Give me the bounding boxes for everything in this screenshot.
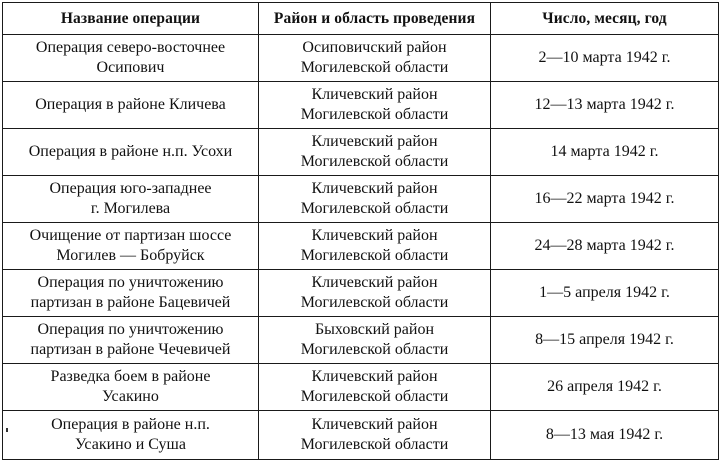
header-operation-name: Название операции	[3, 3, 259, 35]
region-line: Могилевской области	[300, 247, 449, 264]
operation-name-line: Операция юго-западнее	[49, 180, 212, 197]
region-line: Могилевской области	[300, 59, 449, 76]
table-row	[3, 129, 719, 176]
cell-region	[259, 35, 491, 82]
cell-region	[259, 364, 491, 411]
operation-name-line: Очищение от партизан шоссе	[29, 227, 232, 244]
cell-operation-name	[3, 35, 259, 82]
region-line: Могилевской области	[300, 294, 449, 311]
cell-region	[259, 270, 491, 317]
table-row	[3, 176, 719, 223]
region-line: Кличевский район	[311, 180, 438, 197]
cell-operation-name	[3, 129, 259, 176]
cell-operation-name	[3, 411, 259, 460]
cell-region	[259, 82, 491, 129]
table-row	[3, 35, 719, 82]
operation-name-line: г. Могилева	[90, 200, 171, 217]
operation-name-line: Операция по уничтожению	[37, 274, 224, 291]
region-line: Могилевской области	[300, 388, 449, 405]
header-region: Район и область проведения	[259, 3, 491, 35]
region-line: Могилевской области	[300, 153, 449, 170]
operation-name-line: партизан в районе Бацевичей	[30, 294, 231, 311]
operation-name-line: Усакино	[102, 388, 159, 405]
table-row	[3, 411, 719, 460]
operations-table	[2, 2, 719, 460]
cell-operation-name	[3, 364, 259, 411]
operation-name-line: Операция по уничтожению	[37, 321, 224, 338]
operation-name-line: Операция в районе н.п. Усохи	[28, 143, 233, 160]
operation-name-line: Усакино и Суша	[75, 436, 186, 453]
region-line: Кличевский район	[311, 274, 438, 291]
cell-date: 8—13 мая 1942 г.	[491, 411, 719, 460]
operation-name-line: Осипович	[96, 59, 165, 76]
region-line: Кличевский район	[311, 133, 438, 150]
table-header	[3, 3, 719, 35]
operation-name-line: Могилев — Бобруйск	[56, 247, 205, 264]
cell-date: 1—5 апреля 1942 г.	[491, 270, 719, 317]
table-body	[3, 35, 719, 460]
region-line: Кличевский район	[311, 368, 438, 385]
region-line: Могилевской области	[300, 200, 449, 217]
cell-region	[259, 411, 491, 460]
table-row	[3, 317, 719, 364]
operation-name-line: Операция в районе Кличева	[35, 96, 226, 113]
scan-mark	[6, 428, 8, 432]
region-line: Могилевской области	[300, 106, 449, 123]
region-line: Осиповичский район	[302, 39, 447, 56]
cell-date: 12—13 марта 1942 г.	[491, 82, 719, 129]
region-line: Кличевский район	[311, 227, 438, 244]
region-line: Быховский район	[314, 321, 434, 338]
header-row	[3, 3, 719, 35]
cell-date: 24—28 марта 1942 г.	[491, 223, 719, 270]
table-row	[3, 82, 719, 129]
region-line: Кличевский район	[311, 416, 438, 433]
cell-date: 16—22 марта 1942 г.	[491, 176, 719, 223]
cell-operation-name	[3, 82, 259, 129]
region-line: Кличевский район	[311, 86, 438, 103]
cell-region	[259, 223, 491, 270]
cell-operation-name	[3, 270, 259, 317]
cell-operation-name	[3, 176, 259, 223]
table-row	[3, 223, 719, 270]
operation-name-line: Операция в районе н.п.	[51, 416, 210, 433]
cell-date: 8—15 апреля 1942 г.	[491, 317, 719, 364]
region-line: Могилевской области	[300, 341, 449, 358]
operation-name-line: партизан в районе Чечевичей	[30, 341, 231, 358]
cell-operation-name	[3, 317, 259, 364]
cell-date: 2—10 марта 1942 г.	[491, 35, 719, 82]
cell-date: 14 марта 1942 г.	[491, 129, 719, 176]
cell-region	[259, 129, 491, 176]
cell-region	[259, 317, 491, 364]
cell-date: 26 апреля 1942 г.	[491, 364, 719, 411]
region-line: Могилевской области	[300, 436, 449, 453]
cell-operation-name	[3, 223, 259, 270]
header-date: Число, месяц, год	[491, 3, 719, 35]
table-row	[3, 270, 719, 317]
operation-name-line: Разведка боем в районе	[50, 368, 211, 385]
operation-name-line: Операция северо-восточнее	[35, 39, 226, 56]
table-row	[3, 364, 719, 411]
cell-region	[259, 176, 491, 223]
